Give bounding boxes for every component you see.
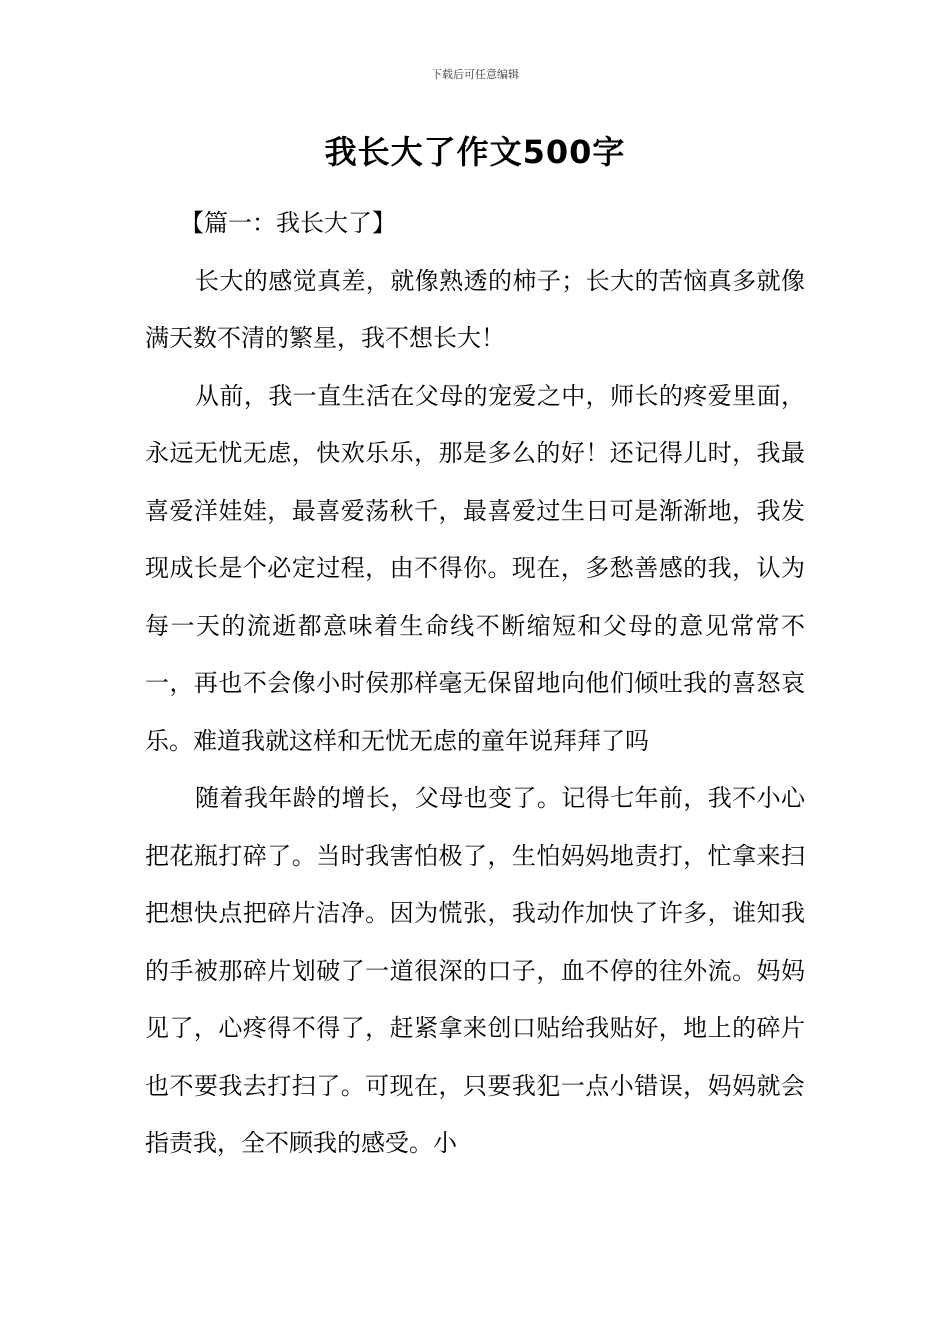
document-body — [145, 195, 805, 1173]
section-heading: 【篇一：我长大了】 — [180, 209, 396, 237]
paragraph-2: 从前，我一直生活在父母的宠爱之中，师长的疼爱里面，永远无忧无虑，快欢乐乐，那是多么的好！还记得儿时，我最喜爱洋娃娃，最喜爱荡秋千，最喜爱过生日可是渐渐地，我发现成长是个必定过程，由不得你。现在，多愁善感的我，认为每一天的流逝都意味着生命线不断缩短和父母的意见常常不一，再也不会像小时侯那样毫无保留地向他们倾吐我的喜怒哀乐。难道我就这样和无忧无虑的童年说拜拜了吗 — [145, 381, 805, 755]
document-title: 我长大了作文500字 — [324, 133, 626, 171]
paragraph-3: 随着我年龄的增长，父母也变了。记得七年前，我不小心把花瓶打碎了。当时我害怕极了，生怕妈妈地责打，忙拿来扫把想快点把碎片洁净。因为慌张，我动作加快了许多，谁知我的手被那碎片划破了一道很深的口子，血不停的往外流。妈妈见了，心疼得不得了，赶紧拿来创口贴给我贴好，地上的碎片也不要我去打扫了。可现在，只要我犯一点小错误，妈妈就会指责我，全不顾我的感受。小 — [145, 784, 805, 1157]
paragraph-1: 长大的感觉真差，就像熟透的柿子；长大的苦恼真多就像满天数不清的繁星，我不想长大！ — [145, 266, 805, 352]
header-note: 下载后可任意编辑 — [431, 68, 519, 81]
